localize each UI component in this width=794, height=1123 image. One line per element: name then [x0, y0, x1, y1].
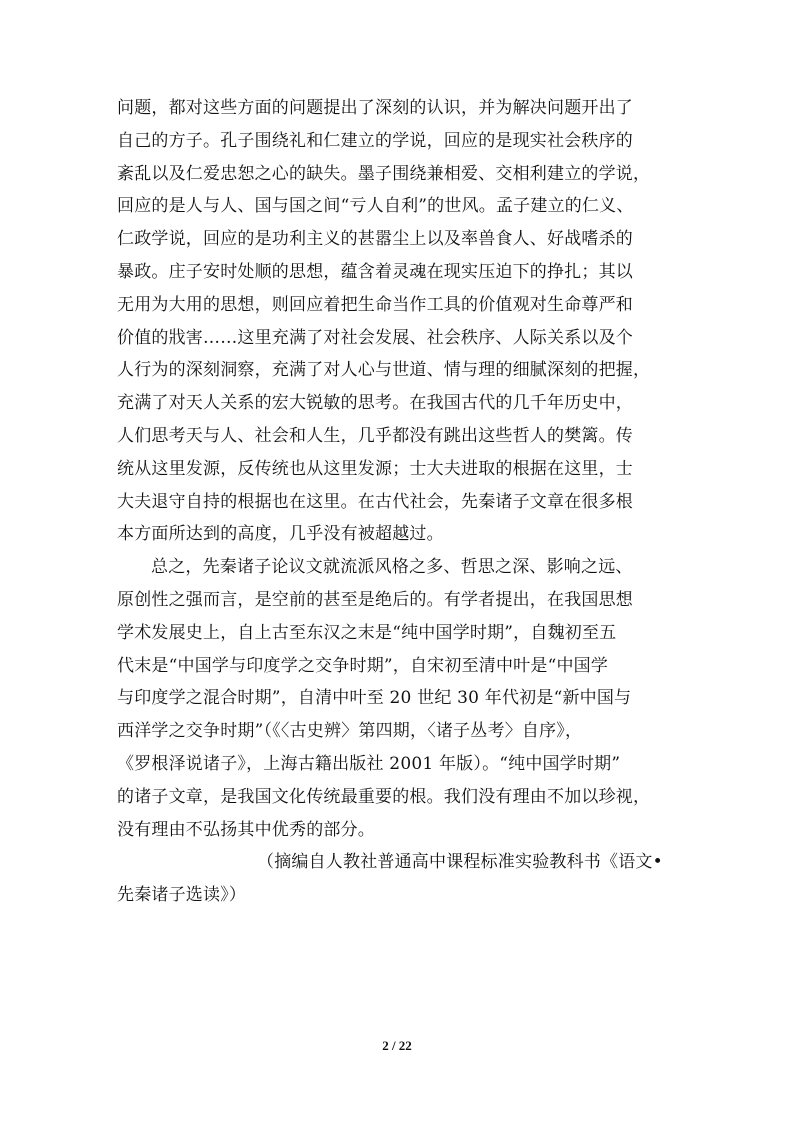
text-line: 《罗根泽说诸子》，上海古籍出版社 2001 年版）。“纯中国学时期”: [117, 753, 621, 774]
text-line: 自己的方子。孔子围绕礼和仁建立的学说，回应的是现实社会秩序的: [117, 130, 633, 151]
text-line: 学术发展史上，自上古至东汉之末是“纯中国学时期”，自魏初至五: [117, 622, 617, 643]
citation-line: 先秦诸子选读》）: [117, 885, 247, 906]
text-line: 与印度学之混合时期”，自清中叶至 20 世纪 30 年代初是“新中国与: [117, 688, 632, 709]
text-line: 充满了对天人关系的宏大锐敏的思考。在我国古代的几千年历史中，: [117, 393, 633, 414]
source-citation: [117, 846, 677, 912]
document-body: [117, 92, 677, 912]
text-line: 暴政。庄子安时处顺的思想，蕴含着灵魂在现实压迫下的挣扎；其以: [117, 261, 633, 282]
text-line: 人行为的深刻洞察，充满了对人心与世道、情与理的细腻深刻的把握，: [117, 360, 651, 381]
text-line: 总之，先秦诸子论议文就流派风格之多、哲思之深、影响之远、: [151, 557, 633, 578]
text-line: 价值的戕害……这里充满了对社会发展、社会秩序、人际关系以及个: [117, 327, 633, 348]
text-line: 紊乱以及仁爱忠恕之心的缺失。墨子围绕兼相爱、交相利建立的学说，: [117, 163, 651, 184]
citation-line: （摘编自人教社普通高中课程标准实验教科书《语文•: [257, 852, 663, 873]
paragraph-2: [117, 551, 677, 846]
text-line: 统从这里发源，反传统也从这里发源；士大夫进取的根据在这里，士: [117, 458, 633, 479]
text-line: 西洋学之交争时期”（《〈古史辨〉第四期，〈诸子丛考〉自序》，: [117, 721, 583, 742]
text-line: 本方面所达到的高度，几乎没有被超越过。: [117, 524, 444, 545]
text-line: 仁政学说，回应的是功利主义的甚嚣尘上以及率兽食人、好战嗜杀的: [117, 229, 633, 250]
page-number: 2 / 22: [382, 1038, 412, 1053]
text-line: 大夫退守自持的根据也在这里。在古代社会，先秦诸子文章在很多根: [117, 491, 633, 512]
text-line: 人们思考天与人、社会和人生，几乎都没有跳出这些哲人的樊篱。传: [117, 425, 633, 446]
text-line: 没有理由不弘扬其中优秀的部分。: [117, 819, 375, 840]
text-line: 回应的是人与人、国与国之间“亏人自利”的世风。孟子建立的仁义、: [117, 196, 634, 217]
text-line: 原创性之强而言，是空前的甚至是绝后的。有学者提出，在我国思想: [117, 589, 633, 610]
text-line: 代末是“中国学与印度学之交争时期”，自宋初至清中叶是“中国学: [117, 655, 609, 676]
paragraph-1: [117, 92, 677, 551]
text-line: 的诸子文章，是我国文化传统最重要的根。我们没有理由不加以珍视，: [117, 786, 651, 807]
text-line: 问题，都对这些方面的问题提出了深刻的认识，并为解决问题开出了: [117, 98, 633, 118]
text-line: 无用为大用的思想，则回应着把生命当作工具的价值观对生命尊严和: [117, 294, 633, 315]
